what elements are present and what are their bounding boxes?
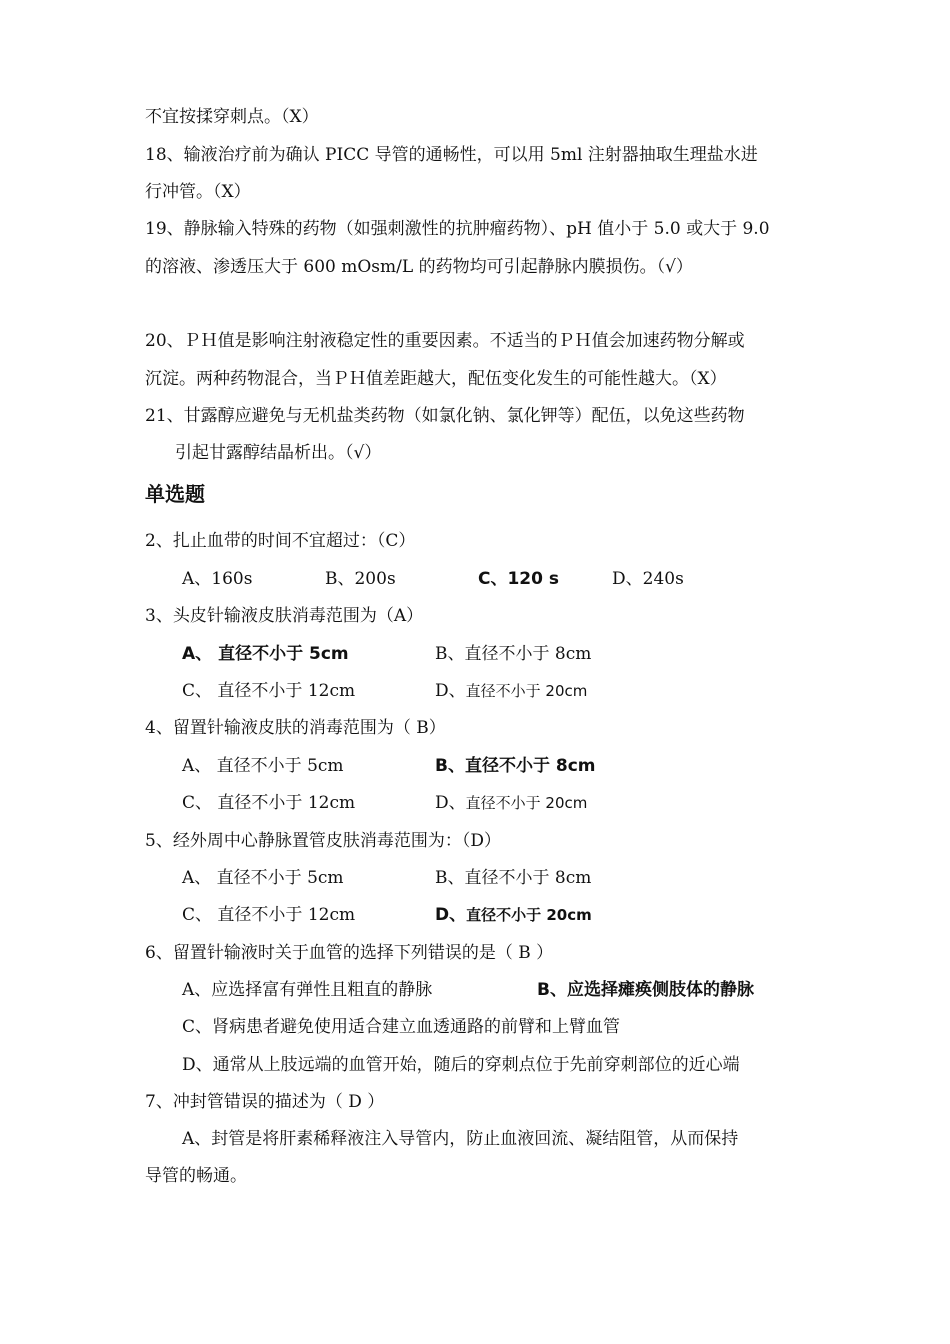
tf-q20-line2: 沉淀。两种药物混合，当ＰＨ值差距越大，配伍变化发生的可能性越大。（X） xyxy=(145,369,727,389)
q7-option-a-line1: A、封管是将肝素稀释液注入导管内，防止血液回流、凝结阻管，从而保持 xyxy=(182,1129,739,1149)
q4-option-b: B、直径不小于 8cm xyxy=(435,756,596,776)
q2-option-d: D、240s xyxy=(612,569,684,589)
q5-option-d-letter: D、 xyxy=(435,905,467,925)
tf-q19-line2: 的溶液、渗透压大于 600 mOsm/L 的药物均可引起静脉内膜损伤。（√） xyxy=(145,257,693,277)
tf-q21-line1: 21、甘露醇应避免与无机盐类药物（如氯化钠、氯化钾等）配伍，以免这些药物 xyxy=(145,406,745,426)
q4-stem: 4、留置针输液皮肤的消毒范围为（ B） xyxy=(145,718,446,738)
q6-option-b: B、应选择瘫痪侧肢体的静脉 xyxy=(537,980,754,1000)
tf-q19-line1: 19、静脉输入特殊的药物（如强刺激性的抗肿瘤药物）、pH 值小于 5.0 或大于 9.0 xyxy=(145,219,770,239)
q2-option-b: B、200s xyxy=(325,569,396,589)
q3-option-d-letter: D、 xyxy=(435,681,466,701)
q4-option-d-letter: D、 xyxy=(435,793,466,813)
q2-stem: 2、扎止血带的时间不宜超过：（C） xyxy=(145,531,416,551)
q2-option-c: C、120 s xyxy=(478,569,559,589)
q5-option-c: C、 直径不小于 12cm xyxy=(182,905,356,925)
tf-q20-line1: 20、ＰＨ值是影响注射液稳定性的重要因素。不适当的ＰＨ值会加速药物分解或 xyxy=(145,331,745,351)
q5-stem: 5、经外周中心静脉置管皮肤消毒范围为：（D） xyxy=(145,831,501,851)
q3-option-d-text: 直径不小于 20cm xyxy=(465,682,588,700)
q2-option-a: A、160s xyxy=(182,569,253,589)
q6-option-a: A、应选择富有弹性且粗直的静脉 xyxy=(182,980,433,1000)
q7-option-a-line2: 导管的畅通。 xyxy=(145,1166,247,1186)
q5-option-d xyxy=(435,903,592,927)
q5-option-a: A、 直径不小于 5cm xyxy=(182,868,344,888)
q3-option-d xyxy=(435,679,587,703)
q3-option-a: A、 直径不小于 5cm xyxy=(182,644,349,664)
q5-option-d-text: 直径不小于 20cm xyxy=(466,906,592,924)
q4-option-d-text: 直径不小于 20cm xyxy=(465,794,588,812)
q5-option-b: B、直径不小于 8cm xyxy=(435,868,592,888)
tf-q21-line2: 引起甘露醇结晶析出。（√） xyxy=(175,443,382,463)
q3-stem: 3、头皮针输液皮肤消毒范围为（A） xyxy=(145,606,424,626)
q4-option-c: C、 直径不小于 12cm xyxy=(182,793,356,813)
q4-option-d xyxy=(435,791,587,815)
q3-option-b: B、直径不小于 8cm xyxy=(435,644,592,664)
q6-option-d: D、通常从上肢远端的血管开始，随后的穿刺点位于先前穿刺部位的近心端 xyxy=(182,1055,740,1075)
tf-q18-line1: 18、输液治疗前为确认 PICC 导管的通畅性，可以用 5ml 注射器抽取生理盐水进 xyxy=(145,145,758,165)
q4-option-a: A、 直径不小于 5cm xyxy=(182,756,344,776)
q6-option-c: C、肾病患者避免使用适合建立血透通路的前臂和上臂血管 xyxy=(182,1017,621,1037)
tf-q18-line2: 行冲管。（X） xyxy=(145,182,251,202)
tf-line-17-end: 不宜按揉穿刺点。（X） xyxy=(145,107,319,127)
q3-option-c: C、 直径不小于 12cm xyxy=(182,681,356,701)
q7-stem: 7、冲封管错误的描述为（ D ） xyxy=(145,1092,385,1112)
section-title: 单选题 xyxy=(145,482,205,506)
q6-stem: 6、留置针输液时关于血管的选择下列错误的是（ B ） xyxy=(145,943,554,963)
